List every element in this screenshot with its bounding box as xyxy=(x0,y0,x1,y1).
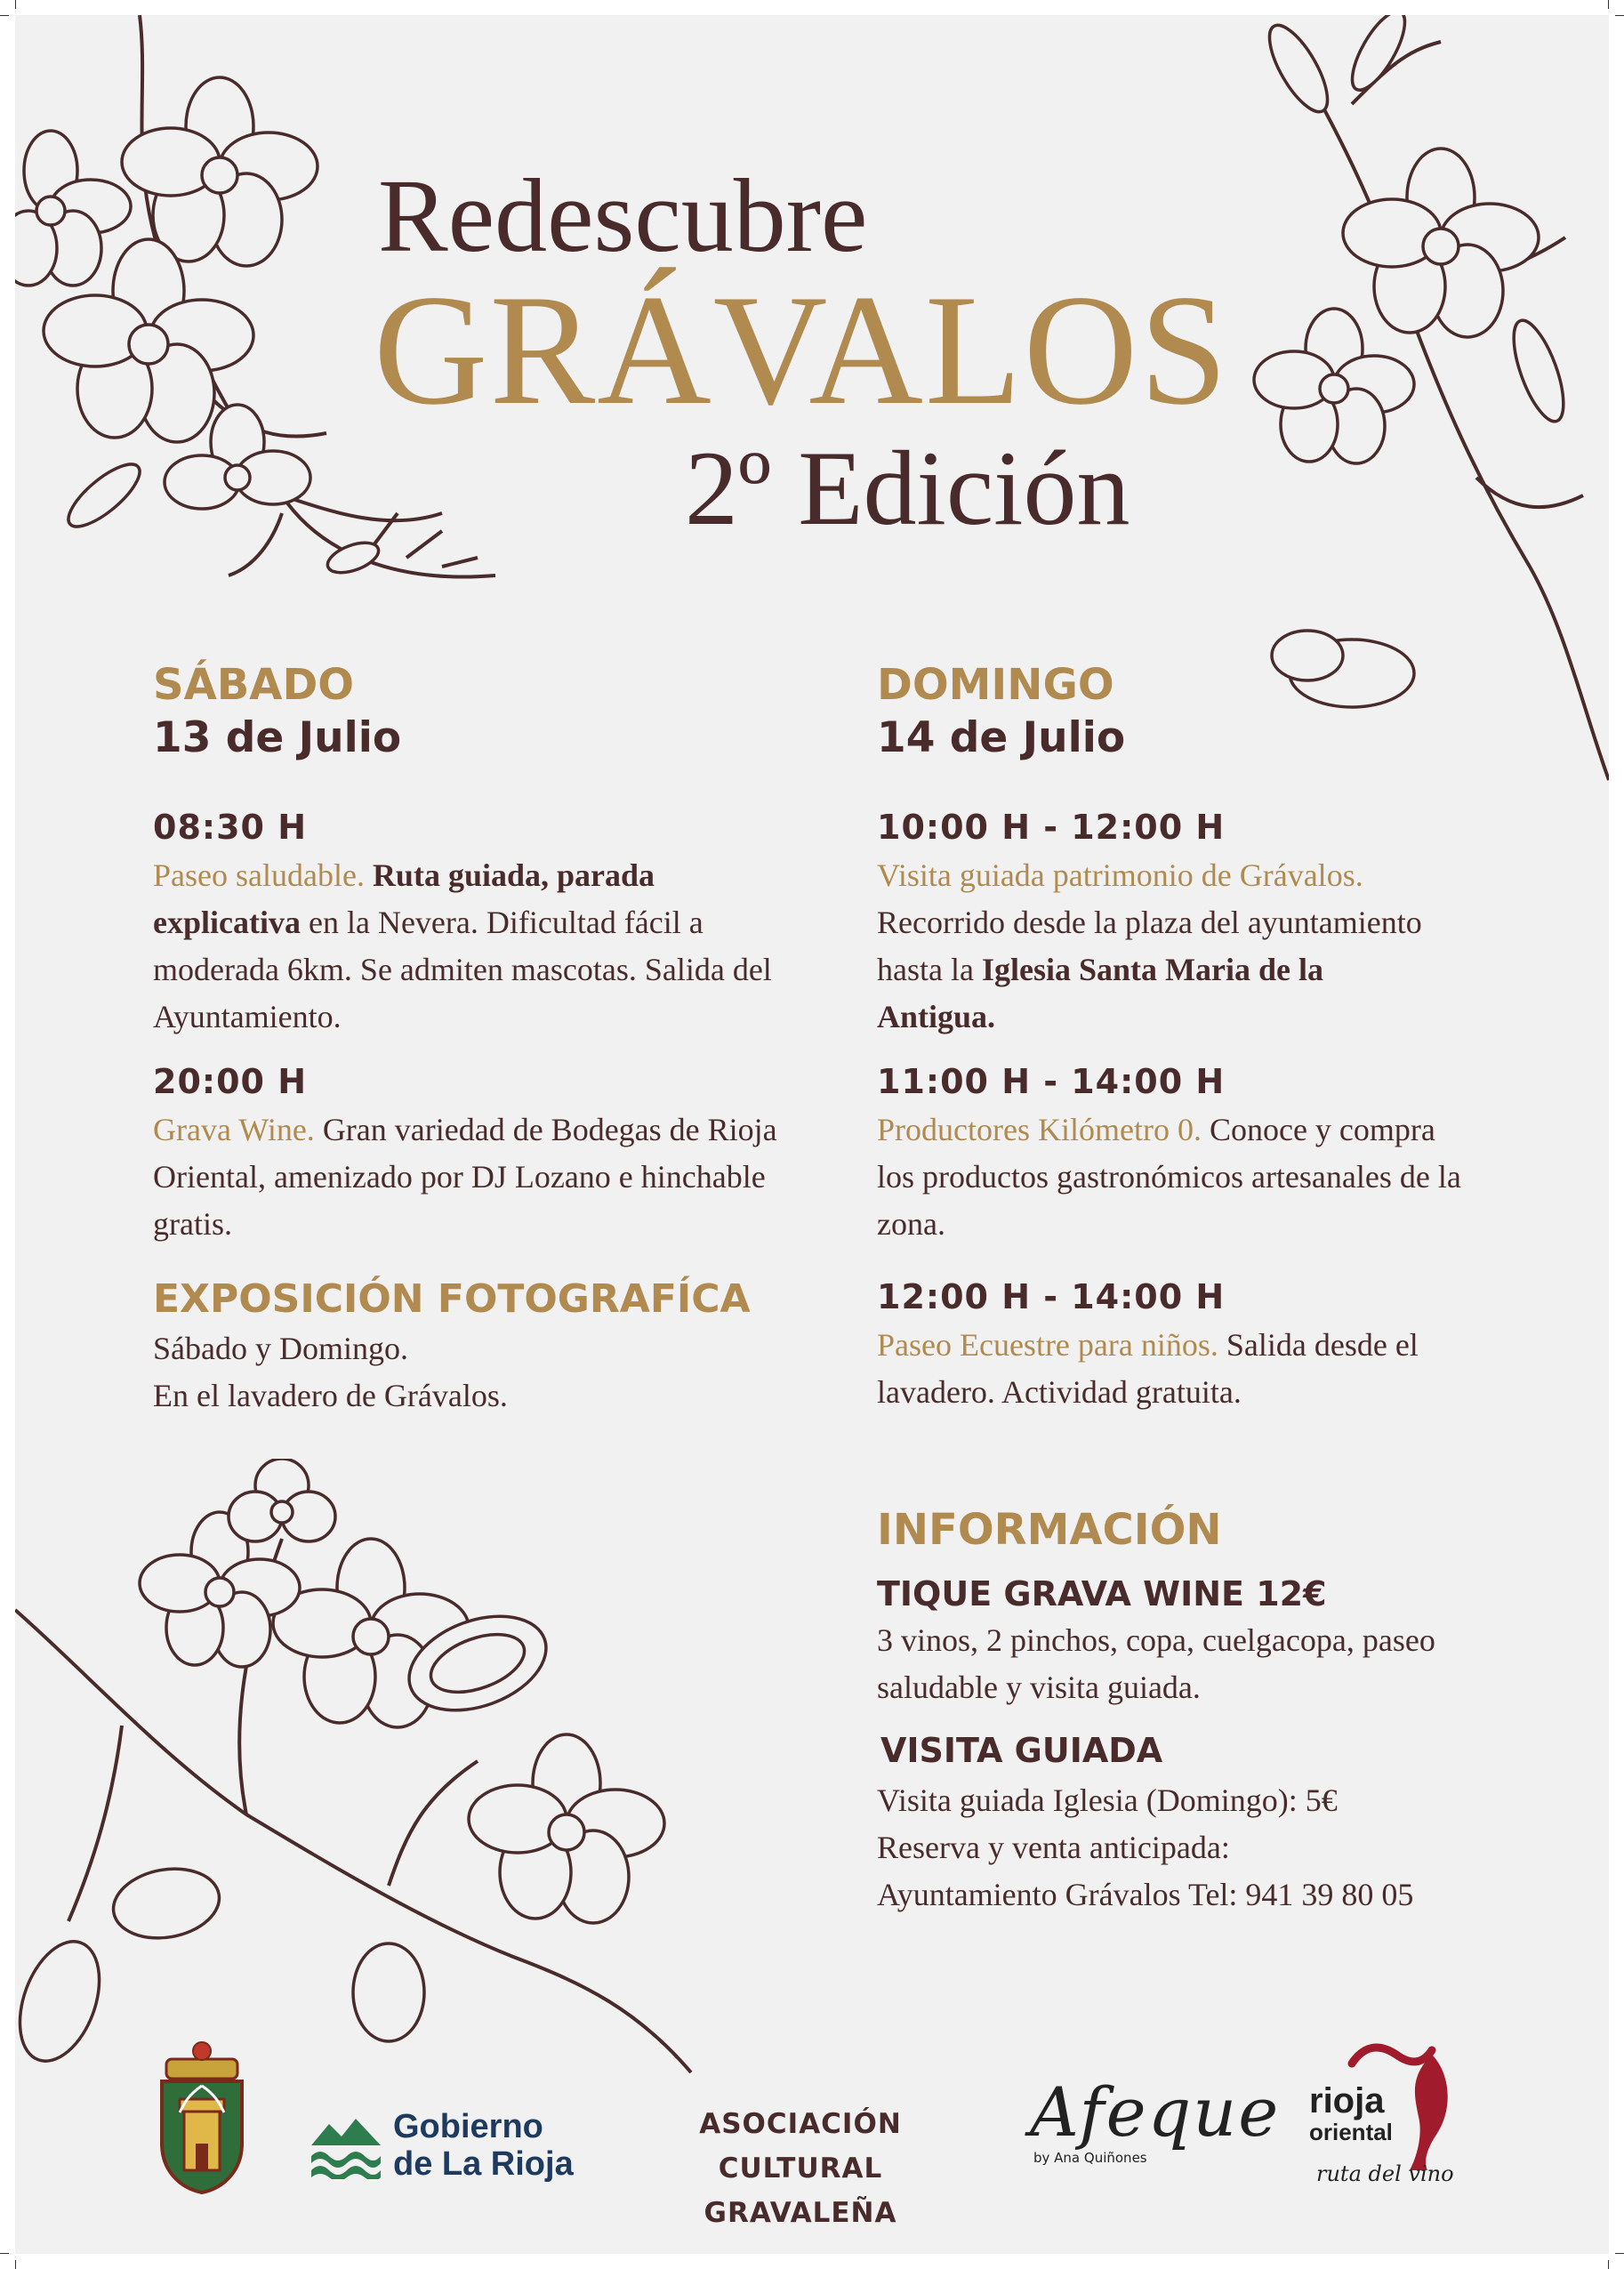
exposition-block xyxy=(153,1276,829,1420)
saturday-event-2 xyxy=(153,1062,793,1248)
title-edition: 2º Edición xyxy=(685,429,1130,547)
sunday-date: 14 de Julio xyxy=(877,713,1126,762)
asociacion-line-2: GRAVALEÑA xyxy=(703,2197,897,2229)
crop-mark xyxy=(0,2253,9,2254)
afeque-subtitle: by Ana Quiñones xyxy=(1033,2150,1147,2166)
saturday-event-1 xyxy=(153,808,793,1041)
asociacion-cultural-logo xyxy=(614,2102,987,2235)
event-description xyxy=(153,852,793,1041)
saturday-column xyxy=(153,660,793,762)
ticket-text: 3 vinos, 2 pinchos, copa, cuelgacopa, paseo saludable y visita guiada. xyxy=(877,1622,1435,1705)
visit-line-3: Ayuntamiento Grávalos Tel: 941 39 80 05 xyxy=(877,1877,1414,1912)
sunday-event-3 xyxy=(877,1277,1464,1416)
event-title: Grava Wine. xyxy=(153,1112,315,1147)
event-time: 12:00 H - 14:00 H xyxy=(877,1277,1226,1316)
event-text: Recorrido desde la plaza del ayuntamiento hasta la xyxy=(877,905,1422,987)
crop-mark xyxy=(1615,15,1624,16)
crop-mark xyxy=(15,2260,16,2269)
title-gravalos: GRÁVALOS xyxy=(374,261,1230,438)
event-description xyxy=(153,1106,793,1248)
event-highlight: Iglesia Santa Maria de la Antigua. xyxy=(877,952,1323,1034)
visit-line-1: Visita guiada Iglesia (Domingo): 5€ xyxy=(877,1782,1338,1818)
blossom-bottom-left-illustration xyxy=(15,1459,700,2099)
event-title: Paseo saludable. xyxy=(153,857,365,893)
ticket-title: TIQUE GRAVA WINE 12€ xyxy=(877,1574,1327,1613)
event-title: Paseo Ecuestre para niños. xyxy=(877,1327,1218,1363)
title-redescubre: Redescubre xyxy=(378,157,868,274)
gobierno-la-rioja-logo xyxy=(310,2108,576,2188)
info-title: INFORMACIÓN xyxy=(877,1505,1222,1555)
event-time: 10:00 H - 12:00 H xyxy=(877,808,1226,847)
rioja-subtitle: ruta del vino xyxy=(1316,2161,1454,2186)
exposition-title: EXPOSICIÓN FOTOGRAFÍCA xyxy=(153,1276,751,1322)
event-text: Gran variedad de Bodegas de Rioja Oriental, amenizado por DJ Lozano e hinchable gratis. xyxy=(153,1112,777,1242)
event-time: 11:00 H - 14:00 H xyxy=(877,1062,1226,1101)
event-title: Visita guiada patrimonio de Grávalos. xyxy=(877,857,1363,893)
visit-line-2: Reserva y venta anticipada: xyxy=(877,1830,1230,1865)
exposition-line-2: En el lavadero de Grávalos. xyxy=(153,1378,508,1413)
gobierno-line-1: Gobierno xyxy=(393,2108,543,2145)
crop-mark xyxy=(1615,2253,1624,2254)
event-text: Salida desde el lavadero. Actividad gratuita. xyxy=(877,1327,1419,1410)
gravalos-coat-of-arms-logo xyxy=(153,2037,251,2197)
event-time: 08:30 H xyxy=(153,808,307,847)
sunday-event-2 xyxy=(877,1062,1464,1248)
event-text: en la Nevera. Dificultad fácil a moderada 6km. Se admiten mascotas. Salida del Ayuntamiento. xyxy=(153,905,772,1034)
asociacion-line-1: ASOCIACIÓN CULTURAL xyxy=(699,2108,902,2185)
event-title: Productores Kilómetro 0. xyxy=(877,1112,1202,1147)
afeque-wordmark: Afeque xyxy=(1030,2072,1281,2152)
crop-mark xyxy=(1608,2260,1609,2269)
gobierno-mountain-icon xyxy=(310,2115,382,2179)
rioja-line-1: rioja xyxy=(1309,2081,1385,2120)
gobierno-line-2: de La Rioja xyxy=(393,2145,574,2183)
afeque-logo xyxy=(1030,2072,1281,2197)
event-text: Conoce y compra los productos gastronómicos artesanales de la zona. xyxy=(877,1112,1461,1242)
visit-title: VISITA GUIADA xyxy=(880,1731,1163,1770)
exposition-line-1: Sábado y Domingo. xyxy=(153,1331,408,1366)
rioja-oriental-logo xyxy=(1309,2037,1505,2206)
sunday-heading: DOMINGO xyxy=(877,660,1114,710)
sunday-event-1 xyxy=(877,808,1446,1041)
sunday-column xyxy=(877,660,1517,762)
event-description xyxy=(877,1322,1464,1416)
event-highlight: Ruta guiada, parada explicativa xyxy=(153,857,655,940)
event-description xyxy=(877,1106,1464,1248)
crop-mark xyxy=(0,15,9,16)
event-description xyxy=(877,852,1446,1041)
crop-mark xyxy=(1608,0,1609,9)
saturday-heading: SÁBADO xyxy=(153,660,355,710)
event-time: 20:00 H xyxy=(153,1062,307,1101)
saturday-date: 13 de Julio xyxy=(153,713,402,762)
rioja-line-2: oriental xyxy=(1309,2119,1393,2145)
crop-mark xyxy=(15,0,16,9)
info-block xyxy=(877,1505,1499,1919)
